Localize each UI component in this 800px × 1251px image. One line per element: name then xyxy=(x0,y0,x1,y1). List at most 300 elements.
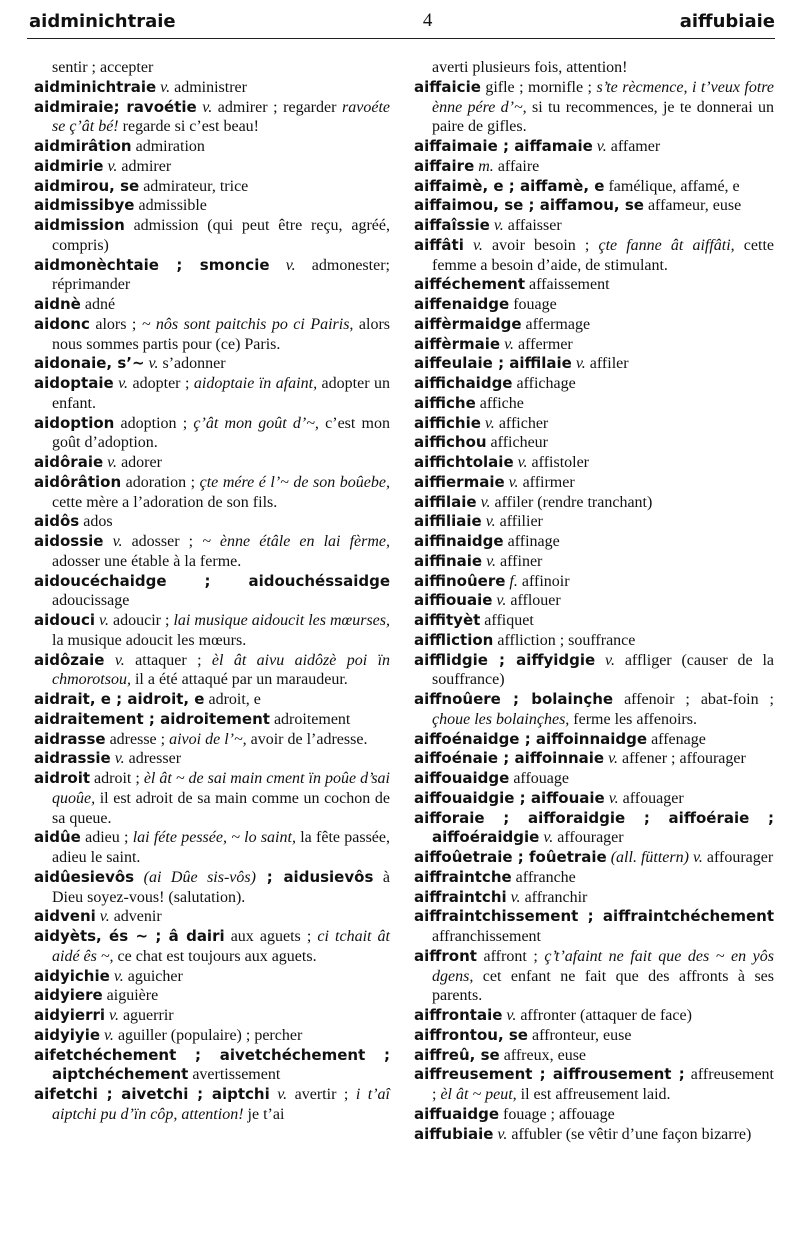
definition: affichage xyxy=(512,375,576,392)
headword: aiffraintchissement ; aiffraintchéchement xyxy=(414,907,774,926)
definition: adroitement xyxy=(269,710,351,728)
headword: aidoptaie xyxy=(34,374,114,392)
headword: aiffubiaie xyxy=(414,1124,494,1143)
dictionary-entry xyxy=(34,690,390,710)
dictionary-entry xyxy=(414,1006,774,1026)
dictionary-entry xyxy=(414,1026,774,1046)
headword: aidnè xyxy=(34,295,81,313)
dictionary-entry xyxy=(414,493,774,513)
headword: aiffuaidge xyxy=(414,1104,500,1123)
dictionary-entry xyxy=(414,1125,774,1145)
dictionary-entry xyxy=(414,473,774,493)
dictionary-entry xyxy=(414,157,774,177)
dictionary-entry xyxy=(34,1026,390,1046)
headword: aidmirou, se xyxy=(34,176,140,195)
headword: aidonc xyxy=(34,314,90,333)
definition: ferme les affenoirs. xyxy=(569,710,697,728)
dictionary-entry xyxy=(414,394,774,414)
definition: la musique adoucit les mœurs. xyxy=(52,631,247,649)
headword: aiffâti xyxy=(414,235,464,254)
dictionary-entry xyxy=(34,295,390,315)
definition: gifle ; mornifle ; xyxy=(480,78,597,96)
grammar-label: m. xyxy=(474,157,498,175)
grammar-label: v. xyxy=(269,1086,295,1103)
definition: adoption ; xyxy=(114,414,194,432)
grammar-label: v. xyxy=(489,217,508,234)
definition: admonester; réprimander xyxy=(52,256,390,294)
definition: avoir de l’adresse. xyxy=(246,730,368,748)
headword: aiffoénaie ; aiffoinnaie xyxy=(414,749,605,768)
headword: aidyèts, és ~ ; â dairi xyxy=(34,927,225,945)
dictionary-entry xyxy=(414,1105,774,1125)
definition: c’est mon goût d’adoption. xyxy=(52,414,390,452)
dictionary-entry xyxy=(34,967,390,987)
headword: aiffrontaie xyxy=(414,1006,503,1024)
definition: cette mère a l’adoration de son fils. xyxy=(52,493,278,511)
headword: aiffèrmaidge xyxy=(414,314,522,333)
headword: aiffnoûere ; bolainçhe xyxy=(414,690,614,708)
definition: affliction ; souffrance xyxy=(493,631,636,649)
definition: afflouer xyxy=(510,592,561,610)
headword: aiffityèt xyxy=(414,611,481,629)
headword: aidminichtraie xyxy=(34,77,157,96)
definition: affourager xyxy=(557,829,624,847)
definition: affenoir ; abat-foin ; xyxy=(613,691,774,708)
definition: affener ; affourager xyxy=(622,750,746,768)
dictionary-entry xyxy=(34,986,390,1006)
dictionary-entry xyxy=(414,631,774,651)
definition: cette femme a besoin d’aide, de stimulant. xyxy=(432,236,774,274)
definition: adorer xyxy=(121,454,162,471)
grammar-label: v. xyxy=(493,1125,512,1143)
dictionary-entry xyxy=(34,137,390,157)
headword: aiffaimaie ; aiffamaie xyxy=(414,137,593,155)
definition: affistoler xyxy=(531,454,590,471)
definition: attaquer ; xyxy=(135,651,212,669)
example: ci tchait ât aidé ês ~, xyxy=(52,928,390,965)
definition: affaissement xyxy=(524,276,610,294)
dictionary-entry xyxy=(34,749,390,769)
dictionary-entry xyxy=(34,157,390,177)
dictionary-entry xyxy=(414,315,774,335)
definition: admissible xyxy=(134,197,207,215)
example: aidoptaie ïn afaint, xyxy=(193,375,318,392)
definition: affiche xyxy=(475,394,524,412)
dictionary-entry xyxy=(34,78,390,98)
definition: ados xyxy=(79,513,113,531)
definition: adoration ; xyxy=(121,473,200,491)
dictionary-entry xyxy=(414,651,774,691)
definition: affreusement ; xyxy=(432,1066,775,1103)
dictionary-entry xyxy=(34,828,390,868)
headword: aiffiermaie xyxy=(414,472,505,491)
grammar-label: v. xyxy=(500,335,518,353)
headword: aidmiraie; ravoétie xyxy=(34,97,197,116)
example: çte fanne ât aiffâti, xyxy=(598,236,735,254)
dictionary-entry xyxy=(34,710,390,730)
dictionary-entry xyxy=(414,572,774,592)
entry-continuation xyxy=(34,58,390,78)
definition: adieu ; xyxy=(80,829,133,847)
definition: je t’ai xyxy=(243,1105,285,1123)
dictionary-entry xyxy=(414,137,774,157)
headword: aiffinoûere xyxy=(414,571,506,590)
headword: aidroit xyxy=(34,769,91,787)
definition: adopter ; xyxy=(132,375,194,392)
headword: aidôraie xyxy=(34,453,104,471)
headword: aidyiyie xyxy=(34,1025,101,1044)
dictionary-entry xyxy=(414,78,774,137)
grammar-label: v. xyxy=(595,651,625,669)
headword: aidrassie xyxy=(34,749,111,768)
definition: afficher xyxy=(498,414,549,432)
definition: cet enfant ne fait que des affronts à ses parents. xyxy=(432,967,774,1005)
headword: aiffouaidge xyxy=(414,769,510,787)
definition: s’adonner xyxy=(162,355,226,373)
headword: aidoption xyxy=(34,413,115,432)
definition: aiguière xyxy=(102,987,159,1005)
dictionary-entry xyxy=(414,611,774,631)
dictionary-entry xyxy=(34,1046,390,1086)
definition: affiner xyxy=(500,552,543,570)
definition: afficheur xyxy=(486,434,548,452)
grammar-label: v. xyxy=(476,493,495,511)
headword: aidmirie xyxy=(34,156,104,175)
grammar-label: v. xyxy=(196,98,218,116)
definition: affubler (se vêtir d’une façon bizarre) xyxy=(511,1125,752,1143)
definition: aguiller (populaire) ; percher xyxy=(117,1026,303,1044)
definition: affaire xyxy=(497,157,540,175)
headword: aiffraintche xyxy=(414,867,512,886)
example: lai musique aidoucit les mœurses, xyxy=(173,612,390,629)
dictionary-entry xyxy=(34,374,390,414)
definition: si tu recommences, je te donnerai un paire de gifles. xyxy=(432,98,774,136)
headword: aiffichtolaie xyxy=(414,453,514,471)
dictionary-entry xyxy=(34,730,390,750)
definition: affronteur, euse xyxy=(527,1026,632,1044)
headword: aiffenaidge xyxy=(414,295,510,313)
example: ~ ènne étâle en lai fèrme, xyxy=(202,533,390,550)
definition: affourager xyxy=(706,849,774,866)
example: èl ât ~ peut, xyxy=(440,1086,517,1103)
definition: adroit ; xyxy=(90,770,144,787)
dictionary-entry xyxy=(34,256,390,296)
example: (all. füttern) xyxy=(606,849,689,866)
definition: affenage xyxy=(647,730,706,748)
grammar-label: v. xyxy=(113,375,133,392)
grammar-label: v. xyxy=(144,355,163,373)
dictionary-entry xyxy=(34,512,390,532)
grammar-label: v. xyxy=(100,1026,118,1044)
definition: affiquet xyxy=(480,612,534,629)
definition: il est adroit de sa main comme un cochon de sa queue. xyxy=(52,789,390,827)
grammar-label: v. xyxy=(513,454,532,471)
grammar-label: v. xyxy=(269,256,312,274)
headword: aiffrontou, se xyxy=(414,1025,528,1044)
definition: aguicher xyxy=(127,967,183,985)
headword: aiffliction xyxy=(414,630,494,649)
headword: aiffaicie xyxy=(414,77,481,96)
grammar-label: v. xyxy=(103,454,122,471)
dictionary-entry xyxy=(34,769,390,828)
definition: affouager xyxy=(622,789,684,807)
dictionary-entry xyxy=(34,572,390,612)
headword: aidmirâtion xyxy=(34,137,132,155)
definition: avertir ; xyxy=(294,1086,356,1103)
grammar-label: v. xyxy=(481,513,500,531)
dictionary-entry xyxy=(34,1006,390,1026)
dictionary-entry xyxy=(34,868,390,908)
definition: admirer ; regarder xyxy=(217,98,343,116)
dictionary-entry xyxy=(414,275,774,295)
definition: affermer xyxy=(517,335,573,353)
dictionary-entry xyxy=(414,868,774,888)
headword: aiffoénaidge ; aiffoinnaidge xyxy=(414,729,648,748)
dictionary-entry xyxy=(414,591,774,611)
definition: adoucissage xyxy=(52,592,130,610)
definition: averti plusieurs fois, attention! xyxy=(432,59,628,76)
headword: aiffiliaie xyxy=(414,512,482,531)
definition: alors ; xyxy=(89,315,142,333)
headword: aiffront xyxy=(414,946,477,965)
definition: adoucir ; xyxy=(113,612,174,629)
definition: admission (qui peut être reçu, agréé, compris) xyxy=(52,217,390,254)
example: ~ nôs sont paitchis po ci Pairis, xyxy=(141,315,354,333)
dictionary-entry xyxy=(34,453,390,473)
grammar-label: v. xyxy=(539,829,558,847)
dictionary-entry xyxy=(34,196,390,216)
example: lai féte pessée, ~ lo saint, xyxy=(132,829,296,847)
definition: advenir xyxy=(113,908,162,926)
grammar-label: v. xyxy=(104,651,136,669)
headword: aidrait, e ; aidroit, e xyxy=(34,690,205,708)
definition: ce chat est toujours aux aguets. xyxy=(113,947,317,965)
definition: affronter (attaquer de face) xyxy=(520,1007,692,1024)
definition: avertissement xyxy=(188,1066,281,1084)
example: ç’t’afaint ne fait que des ~ en yôs dgens, xyxy=(432,947,774,985)
definition: adroit, e xyxy=(204,691,261,708)
headword: aifforaie ; aifforaidgie ; aiffoéraie ; aiffoéraidgie xyxy=(414,808,774,847)
headword: aiffaire xyxy=(414,156,475,175)
headword: aidmission xyxy=(34,216,125,234)
headword: aiffoûetraie ; foûetraie xyxy=(414,848,607,866)
headword: aifflidgie ; aiffyidgie xyxy=(414,650,596,669)
dictionary-entry xyxy=(414,888,774,908)
headword: aidôs xyxy=(34,512,80,531)
definition: affilier xyxy=(499,513,543,531)
definition: adosser ; xyxy=(131,533,203,550)
dictionary-entry xyxy=(34,177,390,197)
example: (ai Dûe sis-vôs) xyxy=(134,868,256,886)
example: èl ât aivu aidôzè poi ïn chmorotsou, xyxy=(52,651,391,689)
definition: affreux, euse xyxy=(499,1046,587,1064)
definition: affameur, euse xyxy=(643,197,742,215)
grammar-label: v. xyxy=(482,552,501,570)
right-column xyxy=(414,58,774,1144)
definition: il est affreusement laid. xyxy=(516,1086,671,1103)
page-header xyxy=(29,6,775,36)
headword: aidonaie, s’~ xyxy=(34,354,145,373)
dictionary-entry xyxy=(34,354,390,374)
grammar-label: v. xyxy=(95,612,113,629)
dictionary-entry xyxy=(414,236,774,276)
running-head-left: aidminichtraie xyxy=(29,10,176,32)
definition: admiration xyxy=(131,138,205,155)
headword: aidrasse xyxy=(34,729,106,748)
grammar-label: v. xyxy=(592,138,611,155)
definition: affranche xyxy=(511,868,576,886)
dictionary-entry xyxy=(414,907,774,947)
running-head-right: aiffubiaie xyxy=(679,10,775,32)
headword: aidoucéchaidge ; aidouchéssaidge xyxy=(34,571,390,590)
definition: affront ; xyxy=(476,947,545,965)
headword: aidmissibye xyxy=(34,196,135,215)
dictionary-entry xyxy=(414,295,774,315)
headword: aiffaimou, se ; aiffamou, se xyxy=(414,196,644,215)
definition: affouage xyxy=(509,770,569,787)
grammar-label: v. xyxy=(95,908,114,926)
headword: aiffraintchi xyxy=(414,887,507,906)
dictionary-entry xyxy=(414,730,774,750)
dictionary-entry xyxy=(414,335,774,355)
example: aivoi de l’~, xyxy=(169,730,247,748)
dictionary-entry xyxy=(34,473,390,513)
definition: affiler xyxy=(589,355,629,373)
headword: aiffreû, se xyxy=(414,1045,500,1064)
headword: aiffèrmaie xyxy=(414,334,501,353)
definition: aguerrir xyxy=(122,1007,174,1024)
grammar-label: v. xyxy=(105,1007,123,1024)
headword: aiffichou xyxy=(414,433,487,452)
definition: il a été attaqué par un maraudeur. xyxy=(130,671,348,689)
definition: affinoir xyxy=(521,572,570,590)
example: çte mére é l’~ de son boûebe, xyxy=(199,473,390,491)
dictionary-entry xyxy=(34,98,390,138)
grammar-label: v. xyxy=(504,473,523,491)
headword: aiffinaidge xyxy=(414,532,504,550)
dictionary-entry xyxy=(414,532,774,552)
dictionary-entry xyxy=(414,216,774,236)
dictionary-entry xyxy=(414,512,774,532)
definition: affinage xyxy=(503,533,560,550)
dictionary-entry xyxy=(414,749,774,769)
headword: aidûesievôs xyxy=(34,867,135,886)
definition: affranchir xyxy=(524,888,588,906)
headword: aifetchi ; aivetchi ; aiptchi xyxy=(34,1085,270,1103)
headword: aidouci xyxy=(34,611,96,629)
grammar-label: v. xyxy=(463,236,493,254)
definition: fouage ; affouage xyxy=(499,1105,615,1123)
dictionary-entry xyxy=(414,1065,774,1105)
example: s’te rècmence, i t’veux fotre ènne pére d’~, xyxy=(432,78,774,116)
headword: aiffinaie xyxy=(414,551,483,570)
definition: la fête passée, adieu le saint. xyxy=(52,829,390,866)
definition: admirer xyxy=(121,157,172,175)
grammar-label: v. xyxy=(502,1007,521,1024)
entry-continuation xyxy=(414,58,774,78)
headword: aiffichaidge xyxy=(414,374,513,392)
definition: avoir besoin ; xyxy=(492,236,599,254)
headword: aidveni xyxy=(34,907,96,926)
definition: administrer xyxy=(174,78,247,96)
definition: à Dieu soyez-vous! (salutation). xyxy=(52,868,390,906)
dictionary-entry xyxy=(34,315,390,355)
dictionary-entry xyxy=(34,907,390,927)
dictionary-entry xyxy=(414,196,774,216)
grammar-label: v. xyxy=(480,414,499,432)
headword: aidyichie xyxy=(34,966,110,985)
headword: aidyierri xyxy=(34,1006,106,1024)
definition: affranchissement xyxy=(432,928,541,945)
headword: aiffiche xyxy=(414,393,476,412)
grammar-label: v. xyxy=(688,849,707,866)
dictionary-entry xyxy=(414,848,774,868)
dictionary-entry xyxy=(414,789,774,809)
grammar-label: v. xyxy=(506,888,525,906)
headword: aiffichie xyxy=(414,413,481,432)
dictionary-entry xyxy=(34,532,390,572)
dictionary-entry xyxy=(414,947,774,1006)
definition: affirmer xyxy=(522,473,575,491)
dictionary-entry xyxy=(414,552,774,572)
dictionary-entry xyxy=(414,453,774,473)
example: èl ât ~ de sai main cment ïn poûe d’sai quoûe, xyxy=(52,770,391,807)
example: ravoéte se ç’ât bé! xyxy=(52,98,391,136)
headword: aidyiere xyxy=(34,986,103,1005)
headword: aidraitement ; aidroitement xyxy=(34,709,270,728)
dictionary-entry xyxy=(414,809,774,849)
grammar-label: f. xyxy=(505,572,522,590)
definition: alors nous sommes partis pour (ce) Paris. xyxy=(52,315,390,353)
dictionary-entry xyxy=(34,216,390,256)
dictionary-entry xyxy=(414,769,774,789)
dictionary-entry xyxy=(414,1046,774,1066)
definition: adné xyxy=(80,296,116,313)
definition: affaisser xyxy=(507,217,562,234)
dictionary-entry xyxy=(34,651,390,691)
dictionary-entry xyxy=(414,690,774,730)
definition: affiler (rendre tranchant) xyxy=(494,493,653,511)
dictionary-entry xyxy=(34,611,390,651)
headword: aiffilaie xyxy=(414,492,477,511)
example: ç’ât mon goût d’~, xyxy=(193,414,319,432)
headword: aidôrâtion xyxy=(34,472,122,491)
headword: aifetchéchement ; aivetchéchement ; aiptchéchement xyxy=(34,1045,390,1084)
headword: aidûe xyxy=(34,828,81,847)
definition: famélique, affamé, e xyxy=(604,177,740,195)
definition: affermage xyxy=(521,315,591,333)
definition: adosser une étable à la ferme. xyxy=(52,552,242,570)
definition: adresse ; xyxy=(105,730,170,748)
headword: aiffaîssie xyxy=(414,216,490,234)
headword: aifféchement xyxy=(414,275,525,294)
definition: adresser xyxy=(128,750,182,768)
grammar-label: v. xyxy=(103,157,122,175)
definition: adopter un enfant. xyxy=(52,375,391,412)
headword: aiffreusement ; aiffrousement ; xyxy=(414,1065,685,1084)
dictionary-entry xyxy=(414,374,774,394)
grammar-label: v. xyxy=(571,355,590,373)
example: çhoue les bolainçhes, xyxy=(432,710,570,728)
headword: aiffouaidgie ; aiffouaie xyxy=(414,788,605,807)
headword: ; aidusievôs xyxy=(255,867,374,886)
headword: aidmonèchtaie ; smoncie xyxy=(34,255,270,274)
definition: affamer xyxy=(610,138,661,155)
headword: aiffeulaie ; aiffilaie xyxy=(414,354,572,373)
dictionary-entry xyxy=(414,354,774,374)
grammar-label: v. xyxy=(604,750,623,768)
dictionary-entry xyxy=(34,414,390,454)
